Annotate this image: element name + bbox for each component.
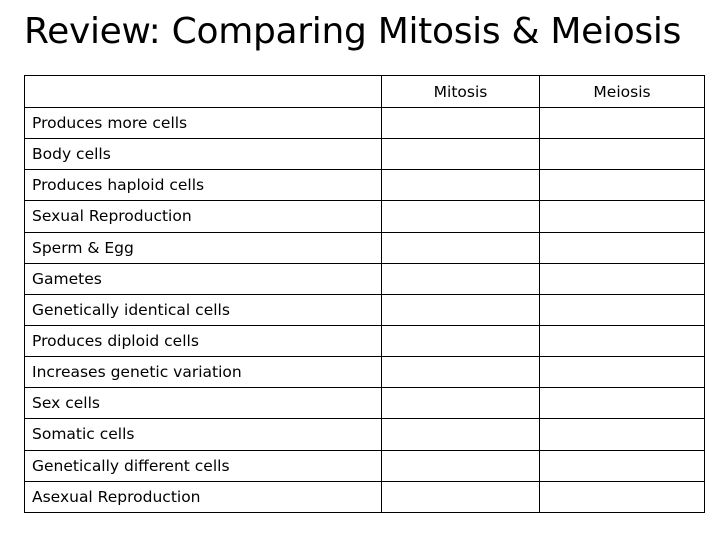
mitosis-cell[interactable] xyxy=(382,201,540,232)
meiosis-cell[interactable] xyxy=(540,419,705,450)
row-label: Asexual Reproduction xyxy=(25,481,382,512)
mitosis-cell[interactable] xyxy=(382,263,540,294)
row-label: Somatic cells xyxy=(25,419,382,450)
row-label: Sperm & Egg xyxy=(25,232,382,263)
table-row xyxy=(25,201,705,232)
table-row xyxy=(25,325,705,356)
page-title: Review: Comparing Mitosis & Meiosis xyxy=(24,11,682,52)
table-row xyxy=(25,263,705,294)
table-row xyxy=(25,419,705,450)
header-meiosis: Meiosis xyxy=(540,76,705,108)
mitosis-cell[interactable] xyxy=(382,294,540,325)
row-label: Increases genetic variation xyxy=(25,357,382,388)
mitosis-cell[interactable] xyxy=(382,232,540,263)
table-row xyxy=(25,294,705,325)
meiosis-cell[interactable] xyxy=(540,388,705,419)
meiosis-cell[interactable] xyxy=(540,481,705,512)
row-label: Genetically different cells xyxy=(25,450,382,481)
meiosis-cell[interactable] xyxy=(540,263,705,294)
meiosis-cell[interactable] xyxy=(540,357,705,388)
table-row xyxy=(25,139,705,170)
mitosis-cell[interactable] xyxy=(382,388,540,419)
table-row xyxy=(25,357,705,388)
row-label: Sexual Reproduction xyxy=(25,201,382,232)
row-label: Produces diploid cells xyxy=(25,325,382,356)
meiosis-cell[interactable] xyxy=(540,108,705,139)
meiosis-cell[interactable] xyxy=(540,325,705,356)
row-label: Body cells xyxy=(25,139,382,170)
table-row xyxy=(25,232,705,263)
table-row xyxy=(25,170,705,201)
table-row xyxy=(25,388,705,419)
mitosis-cell[interactable] xyxy=(382,170,540,201)
mitosis-cell[interactable] xyxy=(382,419,540,450)
meiosis-cell[interactable] xyxy=(540,232,705,263)
comparison-table xyxy=(24,75,705,513)
row-label: Gametes xyxy=(25,263,382,294)
row-label: Genetically identical cells xyxy=(25,294,382,325)
header-mitosis: Mitosis xyxy=(382,76,540,108)
meiosis-cell[interactable] xyxy=(540,201,705,232)
table-header-row xyxy=(25,76,705,108)
mitosis-cell[interactable] xyxy=(382,450,540,481)
meiosis-cell[interactable] xyxy=(540,139,705,170)
table-row xyxy=(25,481,705,512)
table-row xyxy=(25,450,705,481)
row-label: Produces more cells xyxy=(25,108,382,139)
meiosis-cell[interactable] xyxy=(540,170,705,201)
row-label: Sex cells xyxy=(25,388,382,419)
mitosis-cell[interactable] xyxy=(382,481,540,512)
meiosis-cell[interactable] xyxy=(540,450,705,481)
mitosis-cell[interactable] xyxy=(382,139,540,170)
mitosis-cell[interactable] xyxy=(382,325,540,356)
row-label: Produces haploid cells xyxy=(25,170,382,201)
mitosis-cell[interactable] xyxy=(382,108,540,139)
mitosis-cell[interactable] xyxy=(382,357,540,388)
table-row xyxy=(25,108,705,139)
header-corner-cell xyxy=(25,76,382,108)
meiosis-cell[interactable] xyxy=(540,294,705,325)
